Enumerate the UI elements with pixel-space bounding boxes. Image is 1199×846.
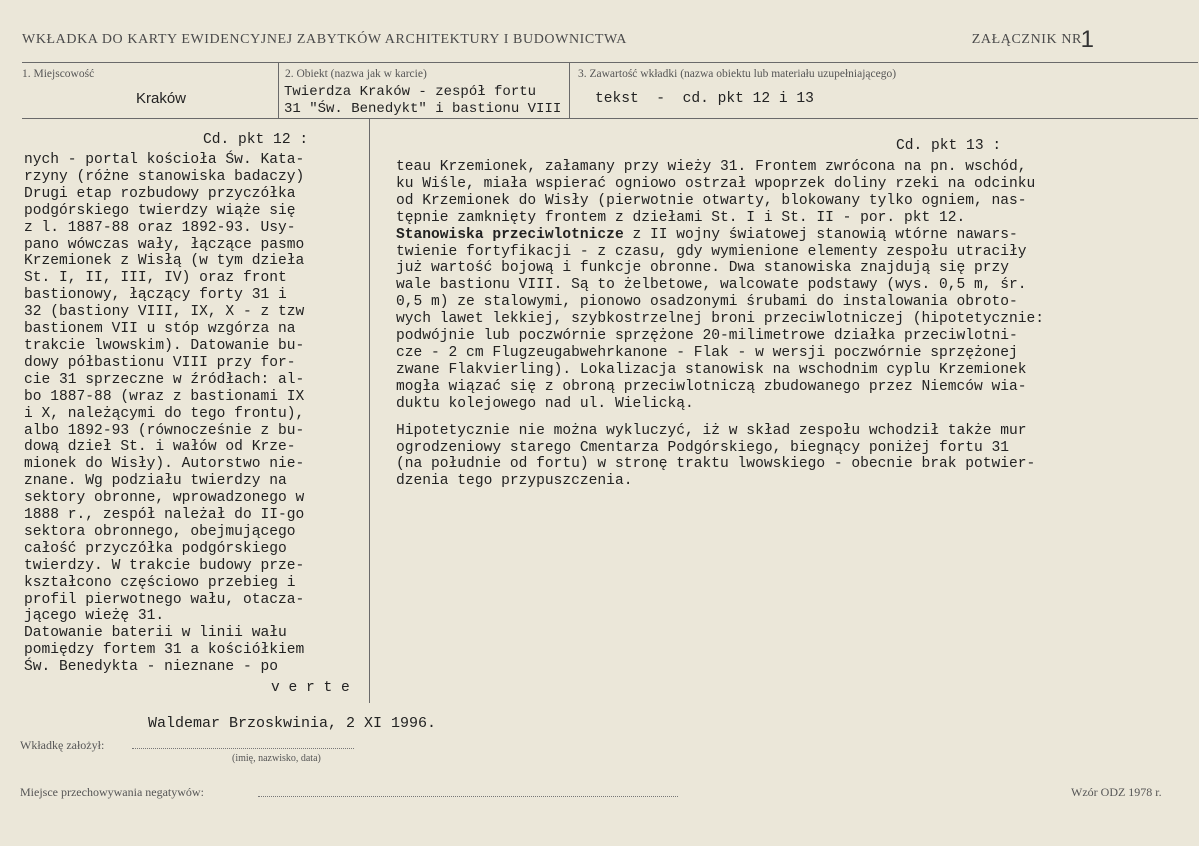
- founder-label: Wkładkę założył:: [20, 738, 105, 752]
- left-line: Datowanie baterii w linii wału: [24, 625, 287, 642]
- object-value-line-2: 31 "Św. Benedykt" i bastionu VIII: [284, 101, 562, 117]
- left-line: twierdzy. W trakcie budowy prze-: [24, 557, 305, 574]
- locality-value: Kraków: [136, 90, 187, 107]
- left-line: cie 31 sprzeczne w źródłach: al-: [24, 371, 305, 388]
- object-value-line-1: Twierdza Kraków - zespół fortu: [284, 84, 537, 100]
- right-line: duktu kolejowego nad ul. Wielicką.: [396, 395, 694, 412]
- left-line: profil pierwotnego wału, otacza-: [24, 591, 305, 608]
- left-line: Św. Benedykta - nieznane - po: [24, 659, 278, 676]
- right-line-lead: [396, 227, 1136, 244]
- right-line: ku Wiśle, miała wspierać ogniowo ostrzał wpoprzek doliny rzeki na odcinku: [396, 175, 1036, 192]
- right-line: od Krzemionek do Wisły (pierwotnie otwarty, blokowany tylko ogniem, nas-: [396, 192, 1027, 209]
- paragraph-gap: [396, 413, 1136, 423]
- right-line: 0,5 m) ze stalowymi, pionowo osadzonymi śrubami do instalowania obroto-: [396, 294, 1018, 311]
- founder-dotted-line: [132, 748, 354, 749]
- left-line: znane. Wg podziału twierdzy na: [24, 473, 287, 490]
- left-line: całość przyczółka podgórskiego: [24, 540, 287, 557]
- left-line: pomiędzy fortem 31 a kościółkiem: [24, 642, 305, 659]
- left-line: z l. 1887-88 oraz 1892-93. Usy-: [24, 219, 296, 236]
- column-divider: [369, 118, 370, 703]
- left-heading: Cd. pkt 12 :: [203, 132, 309, 148]
- field-divider-2: [569, 62, 570, 118]
- left-line: Krzemionek z Wisłą (w tym dzieła: [24, 253, 305, 270]
- negatives-label: Miejsce przechowywania negatywów:: [20, 785, 204, 799]
- left-line: sektora obronnego, obejmującego: [24, 523, 296, 540]
- right-line: już wartość bojową i funkcje obronne. Dwa stanowiska znajdują się przy: [396, 260, 1010, 277]
- right-column-text: [396, 159, 1136, 490]
- form-header: [22, 26, 1182, 54]
- founder-hint: (imię, nazwisko, data): [232, 753, 321, 764]
- field-divider-1: [278, 62, 279, 118]
- right-line: wych lawet lekkiej, szybkostrzelnej broni przeciwlotniczej (hipotetycznie:: [396, 311, 1045, 328]
- left-line: bastionowy, łączący forty 31 i: [24, 287, 287, 304]
- negatives-dotted-line: [258, 796, 678, 797]
- form-template-label: Wzór ODZ 1978 r.: [1071, 785, 1162, 799]
- verte-note: v e r t e: [271, 680, 350, 696]
- left-line: trakcie lwowskim). Datowanie bu-: [24, 337, 305, 354]
- fields-rule: [22, 118, 1198, 119]
- right-line-rest: z II wojny światowej stanowią wtórne nawars-: [623, 226, 1018, 243]
- annex-label: ZAŁĄCZNIK NR: [971, 32, 1082, 47]
- right-line: (na południe od fortu) w stronę traktu lwowskiego - obecnie brak potwier-: [396, 456, 1036, 473]
- content-value: tekst - cd. pkt 12 i 13: [595, 91, 814, 107]
- section-heading-bold: Stanowiska przeciwlotnicze: [396, 226, 624, 243]
- left-line: kształcono częściowo przebieg i: [24, 574, 296, 591]
- right-line: Hipotetycznie nie można wykluczyć, iż w skład zespołu wchodził także mur: [396, 422, 1027, 439]
- left-column-text: [24, 152, 369, 676]
- left-line: 1888 r., zespół należał do II-go: [24, 507, 305, 524]
- annex-number: 1: [1080, 26, 1094, 53]
- locality-label: 1. Miejscowość: [22, 68, 95, 80]
- left-line: dową dzieł St. i wałów od Krze-: [24, 439, 296, 456]
- left-line: jącego wieżę 31.: [24, 608, 165, 625]
- object-label: 2. Obiekt (nazwa jak w karcie): [285, 68, 427, 80]
- left-line: rzyny (różne stanowiska badaczy): [24, 168, 305, 185]
- right-line: cze - 2 cm Flugzeugabwehrkanone - Flak - w wersji poczwórnie sprzężonej: [396, 344, 1018, 361]
- content-label: 3. Zawartość wkładki (nazwa obiektu lub materiału uzupełniającego): [578, 68, 897, 80]
- left-line: sektory obronne, wprowadzonego w: [24, 490, 305, 507]
- left-line: albo 1892-93 (równocześnie z bu-: [24, 422, 305, 439]
- right-line: tępnie zamknięty frontem z dziełami St. I i St. II - por. pkt 12.: [396, 209, 966, 226]
- left-line: 32 (bastiony VIII, IX, X - z tzw: [24, 304, 305, 321]
- left-line: Drugi etap rozbudowy przyczółka: [24, 185, 296, 202]
- right-line: teau Krzemionek, załamany przy wieży 31. Frontem zwrócona na pn. wschód,: [396, 159, 1027, 175]
- left-line: dowy półbastionu VIII przy for-: [24, 354, 296, 371]
- author-signature: Waldemar Brzoskwinia, 2 XI 1996.: [148, 715, 437, 732]
- right-line: zwane Flakvierling). Lokalizacja stanowisk na wschodnim cyplu Krzemionek: [396, 361, 1027, 378]
- left-line: mionek do Wisły). Autorstwo nie-: [24, 456, 305, 473]
- form-title: WKŁADKA DO KARTY EWIDENCYJNEJ ZABYTKÓW ARCHITEKTURY I BUDOWNICTWA: [22, 32, 627, 47]
- right-line: wale bastionu VIII. Są to żelbetowe, walcowate podstawy (wys. 0,5 m, śr.: [396, 277, 1027, 294]
- left-line: podgórskiego twierdzy wiąże się: [24, 202, 296, 219]
- left-line: bastionem VII u stóp wzgórza na: [24, 321, 296, 338]
- left-line: St. I, II, III, IV) oraz front: [24, 270, 287, 287]
- right-line: ogrodzeniowy starego Cmentarza Podgórskiego, biegnący poniżej fortu 31: [396, 439, 1010, 456]
- right-line: dzenia tego przypuszczenia.: [396, 473, 633, 490]
- left-line: i X, należącymi do tego frontu),: [24, 405, 305, 422]
- right-line: twienie fortyfikacji - z czasu, gdy wymienione elementy zespołu utraciły: [396, 243, 1027, 260]
- header-rule: [22, 62, 1198, 63]
- left-line: nych - portal kościoła Św. Kata-: [24, 152, 305, 168]
- right-line: mogła wiązać się z obroną przeciwlotniczą zbudowanego przez Niemców wia-: [396, 378, 1027, 395]
- right-heading: Cd. pkt 13 :: [896, 138, 1002, 154]
- right-line: podwójnie lub poczwórnie sprzężone 20-milimetrowe działka przeciwlotni-: [396, 328, 1018, 345]
- left-line: bo 1887-88 (wraz z bastionami IX: [24, 388, 305, 405]
- left-line: pano wówczas wały, łączące pasmo: [24, 236, 305, 253]
